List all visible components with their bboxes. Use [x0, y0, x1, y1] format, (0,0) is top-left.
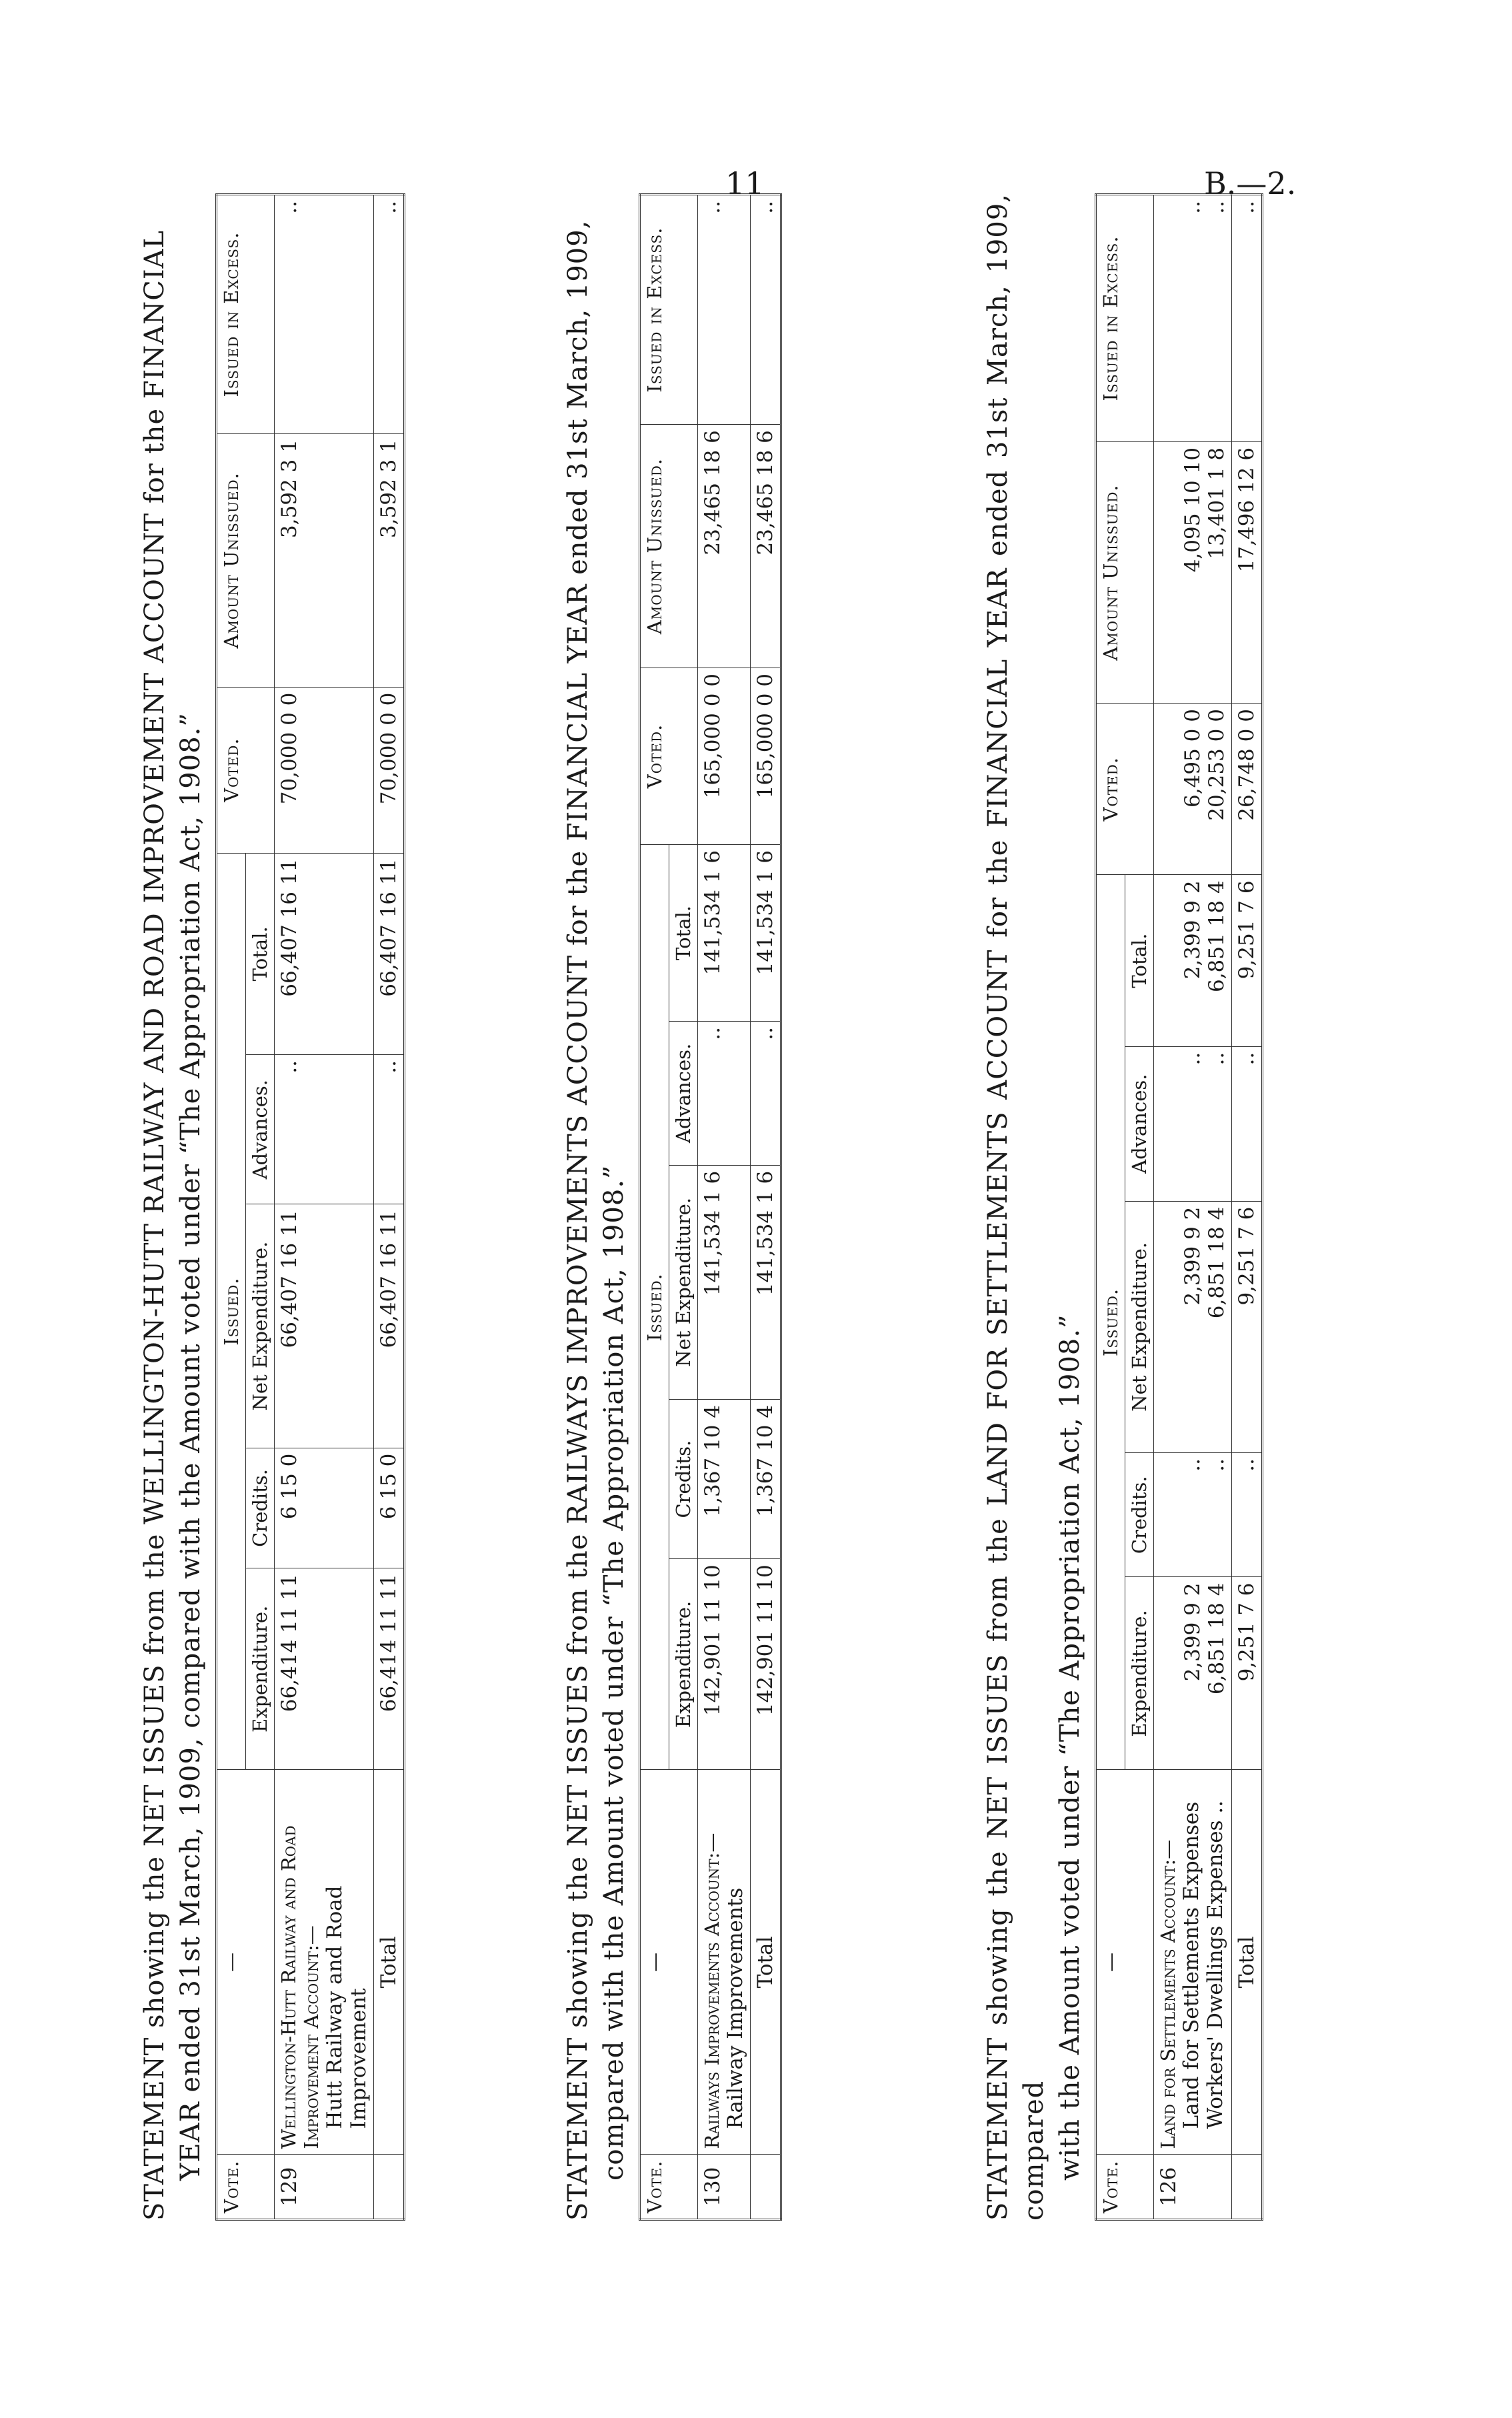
advances-value: .. — [275, 1054, 374, 1204]
statement-2 — [560, 193, 782, 2221]
document-reference: B.—2. — [1204, 165, 1297, 201]
total-voted: 26,748 0 0 — [1232, 704, 1263, 875]
statement-title: STATEMENT showing the NET ISSUES from the RAILWAYS IMPROVEMENTS ACCOUNT for the FINANCIAL YEAR ended 31st March, 1909, compared with the Amount voted under “The Appropriation Act, 1908.” — [563, 219, 629, 2221]
total-net: 141,534 1 6 — [751, 1165, 781, 1399]
credits-value: 1,367 10 4 — [698, 1399, 751, 1558]
total-total: 141,534 1 6 — [751, 844, 781, 1021]
expenditure-value: 2,399 9 2 — [1181, 1582, 1205, 1682]
total-advances: .. — [1232, 1046, 1263, 1201]
voted-header: Voted. — [217, 687, 275, 853]
statement-table — [215, 193, 405, 2221]
total-net: 66,407 16 11 — [374, 1204, 405, 1448]
total-total: 9,251 7 6 — [1232, 875, 1263, 1046]
expenditure-header: Expenditure. — [246, 1568, 275, 1770]
net-value: 141,534 1 6 — [698, 1165, 751, 1399]
statement-table — [639, 193, 782, 2221]
voted-value: 165,000 0 0 — [698, 668, 751, 844]
total-label: Total — [751, 1770, 781, 2155]
total-value: 6,851 18 4 — [1205, 880, 1229, 993]
total-excess: .. — [374, 195, 405, 434]
excess-header: Issued in Excess. — [217, 195, 275, 434]
advances-header: Advances. — [246, 1054, 275, 1204]
total-row — [374, 195, 405, 2220]
total-net: 9,251 7 6 — [1232, 1201, 1263, 1452]
row-label: Land for Settlements Expenses — [1179, 1801, 1203, 2129]
total-header: Total. — [669, 844, 698, 1021]
credits-value: .. — [1181, 1458, 1205, 1472]
excess-value: .. — [1205, 201, 1229, 214]
net-header: Net Expenditure. — [669, 1165, 698, 1399]
statement-title: STATEMENT showing the NET ISSUES from the LAND FOR SETTLEMENTS ACCOUNT for the FINANCIAL YEAR ended 31st March, 1909, compared with the Amount voted under “The Appropriation Act, 1908.” — [983, 193, 1085, 2221]
credits-header: Credits. — [1125, 1453, 1154, 1578]
total-label: Total — [1232, 1770, 1263, 2155]
total-credits: 6 15 0 — [374, 1448, 405, 1568]
total-excess: .. — [1232, 195, 1263, 442]
excess-header: Issued in Excess. — [640, 195, 698, 425]
credits-value: .. — [1205, 1458, 1229, 1472]
net-header: Net Expenditure. — [1125, 1201, 1154, 1452]
credits-value: 6 15 0 — [275, 1448, 374, 1568]
excess-value: .. — [1181, 201, 1205, 214]
net-value: 66,407 16 11 — [275, 1204, 374, 1448]
total-label: Total — [374, 1770, 405, 2155]
total-voted: 70,000 0 0 — [374, 687, 405, 853]
total-value: 141,534 1 6 — [698, 844, 751, 1021]
account-head: Railways Improvements Account:— — [701, 1833, 723, 2149]
table-row — [698, 195, 751, 2220]
total-row — [751, 195, 781, 2220]
total-total: 66,407 16 11 — [374, 853, 405, 1054]
voted-value: 70,000 0 0 — [275, 687, 374, 853]
credits-header: Credits. — [246, 1448, 275, 1568]
total-credits: .. — [1232, 1453, 1263, 1578]
unissued-header: Amount Unissued. — [640, 425, 698, 668]
total-expenditure: 142,901 11 10 — [751, 1559, 781, 1770]
voted-header: Voted. — [640, 668, 698, 844]
unissued-value: 3,592 3 1 — [275, 434, 374, 688]
net-value: 6,851 18 4 — [1205, 1206, 1229, 1319]
total-value: 66,407 16 11 — [275, 853, 374, 1054]
row-label: Hutt Railway and Road Improvement — [323, 1885, 371, 2129]
excess-value: .. — [275, 195, 374, 434]
total-header: Total. — [1125, 875, 1154, 1046]
statement-1 — [137, 193, 405, 2221]
unissued-value: 4,095 10 10 — [1181, 447, 1205, 573]
vote-number: 126 — [1154, 2155, 1232, 2220]
row-label: Railway Improvements — [723, 1887, 747, 2129]
unissued-header: Amount Unissued. — [1096, 441, 1154, 703]
credits-header: Credits. — [669, 1399, 698, 1558]
total-unissued: 17,496 12 6 — [1232, 441, 1263, 703]
advances-value: .. — [698, 1022, 751, 1166]
total-advances: .. — [374, 1054, 405, 1204]
advances-value: .. — [1205, 1052, 1229, 1066]
expenditure-header: Expenditure. — [669, 1559, 698, 1770]
voted-value: 20,253 0 0 — [1205, 709, 1229, 821]
desc-header: — — [640, 1770, 698, 2155]
total-advances: .. — [751, 1022, 781, 1166]
total-value: 2,399 9 2 — [1181, 880, 1205, 980]
issued-header: Issued. — [1096, 875, 1125, 1770]
vote-header: Vote. — [640, 2155, 698, 2220]
vote-header: Vote. — [217, 2155, 275, 2220]
expenditure-value: 6,851 18 4 — [1205, 1582, 1229, 1695]
total-voted: 165,000 0 0 — [751, 668, 781, 844]
total-unissued: 23,465 18 6 — [751, 425, 781, 668]
issued-header: Issued. — [640, 844, 669, 1770]
unissued-header: Amount Unissued. — [217, 434, 275, 688]
desc-header: — — [1096, 1770, 1154, 2155]
expenditure-value: 66,414 11 11 — [275, 1568, 374, 1770]
expenditure-value: 142,901 11 10 — [698, 1559, 751, 1770]
vote-number: 129 — [275, 2155, 374, 2220]
advances-header: Advances. — [669, 1022, 698, 1166]
net-value: 2,399 9 2 — [1181, 1206, 1205, 1306]
voted-header: Voted. — [1096, 704, 1154, 875]
statement-title: STATEMENT showing the NET ISSUES from the WELLINGTON-HUTT RAILWAY AND ROAD IMPROVEMENT ACCOUNT for the FINANCIAL YEAR ended 31st March, 1909, compared with the Amount voted under “The Appropriation Act, 1908.” — [139, 229, 206, 2221]
total-expenditure: 9,251 7 6 — [1232, 1577, 1263, 1770]
vote-number: 130 — [698, 2155, 751, 2220]
excess-value: .. — [698, 195, 751, 425]
expenditure-header: Expenditure. — [1125, 1577, 1154, 1770]
unissued-value: 23,465 18 6 — [698, 425, 751, 668]
total-unissued: 3,592 3 1 — [374, 434, 405, 688]
account-head: Land for Settlements Account:— — [1157, 1839, 1179, 2149]
net-header: Net Expenditure. — [246, 1204, 275, 1448]
table-row — [275, 195, 374, 2220]
advances-value: .. — [1181, 1052, 1205, 1066]
unissued-value: 13,401 1 8 — [1205, 447, 1229, 559]
voted-value: 6,495 0 0 — [1181, 709, 1205, 808]
statement-3 — [980, 193, 1263, 2221]
total-credits: 1,367 10 4 — [751, 1399, 781, 1558]
advances-header: Advances. — [1125, 1046, 1154, 1201]
vote-header: Vote. — [1096, 2155, 1154, 2220]
excess-header: Issued in Excess. — [1096, 195, 1154, 442]
issued-header: Issued. — [217, 853, 246, 1770]
desc-header: — — [217, 1770, 275, 2155]
statement-table — [1095, 193, 1263, 2221]
total-expenditure: 66,414 11 11 — [374, 1568, 405, 1770]
total-row — [1232, 195, 1263, 2220]
account-head: Wellington-Hutt Railway and Road Improvement Account:— — [277, 1825, 323, 2149]
page-number: 11 — [725, 165, 765, 201]
total-header: Total. — [246, 853, 275, 1054]
row-label: Workers' Dwellings Expenses .. — [1203, 1800, 1227, 2129]
table-row — [1154, 195, 1232, 2220]
total-excess: .. — [751, 195, 781, 425]
